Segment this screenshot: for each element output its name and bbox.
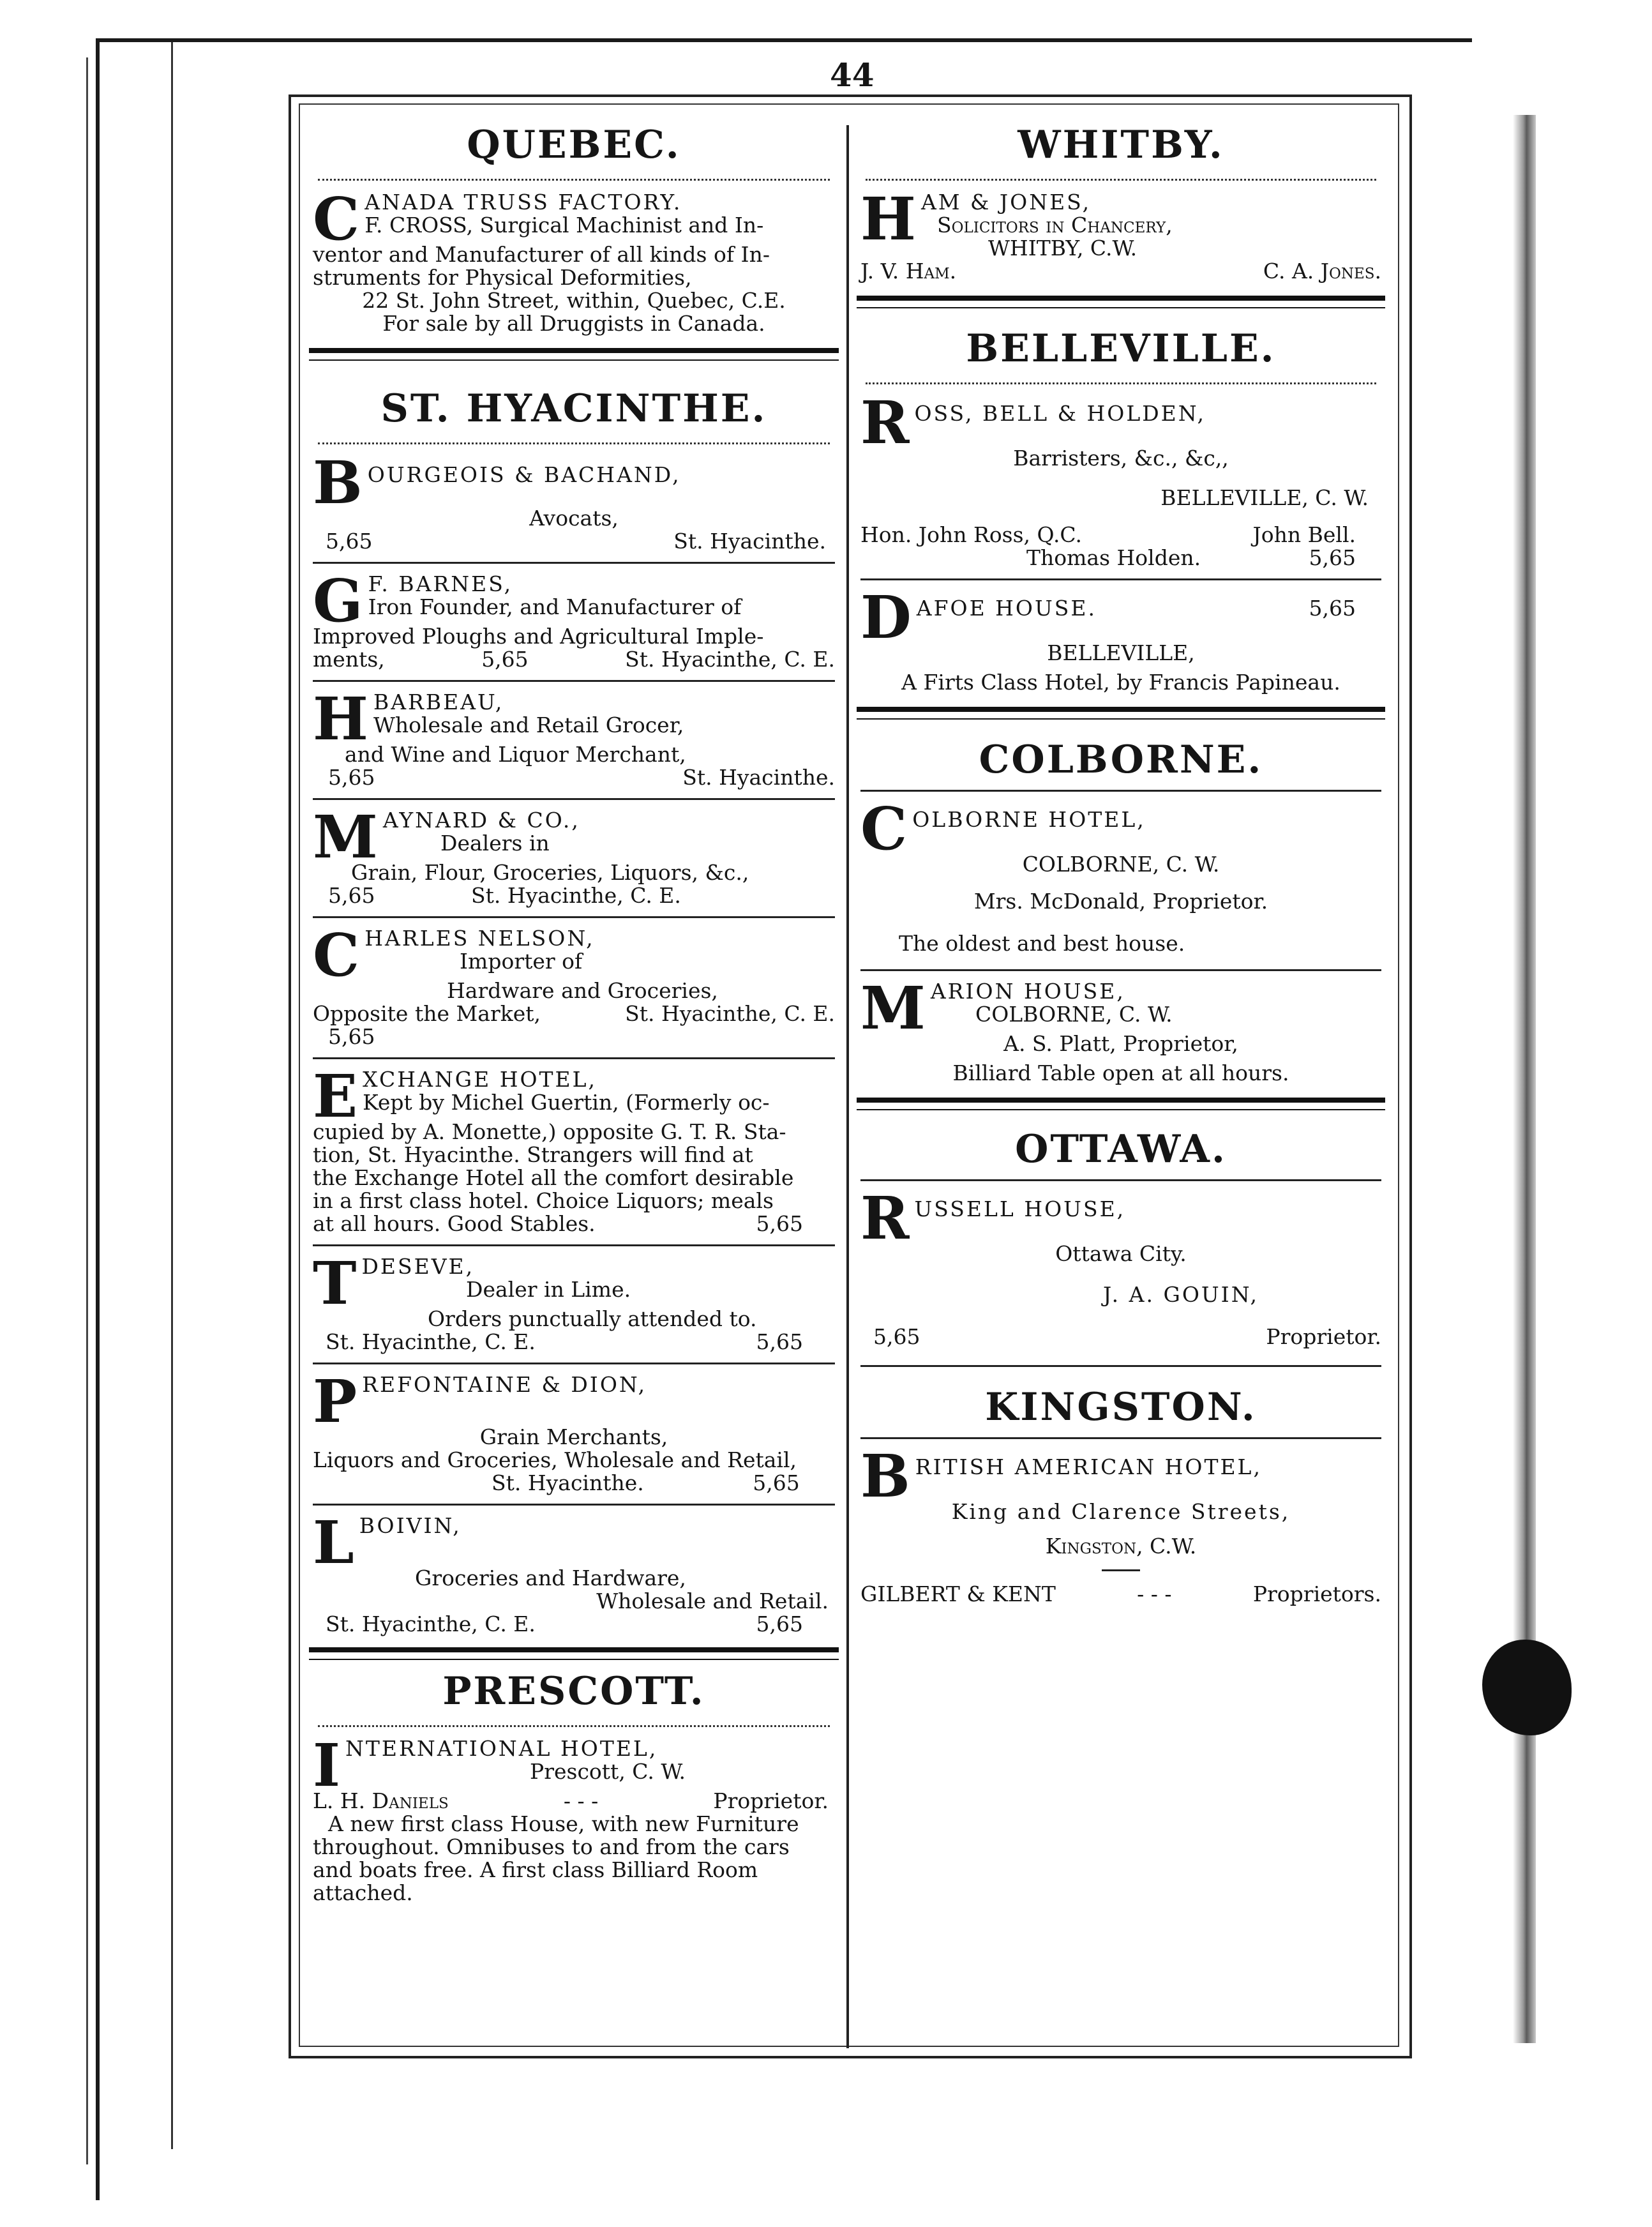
ad-line: Dealers in — [440, 831, 550, 856]
ad-line: Groceries and Hardware, — [415, 1566, 686, 1590]
wavy-rule — [318, 1720, 830, 1727]
ad-bourgeois — [305, 448, 843, 554]
ad-line: Solicitors in Chancery, — [937, 213, 1173, 238]
drop-cap: E — [313, 1062, 358, 1131]
drop-cap: D — [860, 583, 912, 652]
entry-rule — [313, 1057, 835, 1059]
entry-rule — [860, 1365, 1381, 1367]
ad-line: Kingston, C.W. — [1045, 1534, 1197, 1559]
ad-line: tion, St. Hyacinthe. Strangers will find at — [313, 1142, 753, 1167]
entry-rule — [313, 798, 835, 800]
ad-line: F. CROSS, Surgical Machinist and In- — [364, 213, 764, 238]
ad-line: For sale by all Druggists in Canada. — [382, 311, 765, 336]
ad-line: cupied by A. Monette,) opposite G. T. R. Sta- — [313, 1119, 786, 1144]
ad-name: BOIVIN, — [359, 1513, 462, 1538]
drop-cap: L — [313, 1508, 354, 1577]
entry-rule — [313, 680, 835, 682]
ad-name: ANADA TRUSS FACTORY. — [364, 190, 682, 215]
heading-kingston: KINGSTON. — [985, 1385, 1257, 1430]
ad-line: ventor and Manufacturer of all kinds of In- — [313, 242, 770, 267]
ad-name: BARBEAU, — [373, 690, 504, 714]
ad-line: WHITBY, C.W. — [988, 236, 1138, 260]
ad-code: 5,65 — [873, 1324, 920, 1349]
ad-russell — [853, 1184, 1389, 1350]
ad-line: A Firts Class Hotel, by Francis Papineau. — [901, 670, 1340, 695]
wavy-rule — [866, 174, 1376, 181]
entry-rule — [860, 1437, 1381, 1439]
left-column — [305, 115, 843, 1906]
drop-cap: T — [313, 1249, 357, 1318]
ad-barnes — [305, 566, 843, 672]
ad-line: J. A. GOUIN, — [1103, 1282, 1259, 1307]
ad-dashes: - - - — [1137, 1582, 1172, 1606]
heading-prescott: PRESCOTT. — [442, 1669, 705, 1714]
ad-prefontaine — [305, 1367, 843, 1496]
ad-role: Proprietor. — [1266, 1324, 1381, 1349]
entry-rule — [860, 578, 1381, 580]
drop-cap: P — [313, 1367, 357, 1436]
ad-name: NTERNATIONAL HOTEL, — [345, 1736, 658, 1761]
ad-barbeau — [305, 684, 843, 790]
ad-partner: Thomas Holden. — [1026, 545, 1201, 570]
ad-line: the Exchange Hotel all the comfort desirable — [313, 1165, 794, 1190]
heading-colborne: COLBORNE. — [979, 737, 1263, 782]
ad-line: Billiard Table open at all hours. — [952, 1061, 1289, 1085]
ad-code: 5,65 — [326, 529, 373, 554]
drop-cap: C — [860, 794, 908, 863]
ad-line: A new first class House, with new Furniture — [328, 1811, 799, 1836]
entry-rule — [860, 1179, 1381, 1181]
section-rule — [309, 1647, 839, 1660]
ad-ross-bell — [853, 388, 1389, 571]
ad-owner: GILBERT & KENT — [860, 1582, 1056, 1606]
ad-place: St. Hyacinthe, C. E. — [326, 1329, 536, 1354]
wavy-rule — [318, 437, 830, 444]
ad-dashes: - - - — [563, 1788, 599, 1813]
ad-line: COLBORNE, C. W. — [975, 1002, 1173, 1027]
ad-code: 5,65 — [756, 1329, 803, 1354]
drop-cap: B — [860, 1442, 910, 1511]
ad-line: Orders punctually attended to. — [428, 1306, 757, 1331]
ad-british-american — [853, 1442, 1389, 1607]
ad-name: AM & JONES, — [920, 190, 1092, 215]
entry-rule — [860, 790, 1381, 792]
column-divider — [846, 125, 849, 2048]
ad-name: F. BARNES, — [368, 571, 513, 596]
drop-cap: C — [313, 185, 360, 253]
heading-ottawa: OTTAWA. — [1015, 1127, 1227, 1172]
ad-name: OSS, BELL & HOLDEN, — [914, 401, 1206, 426]
ad-canada-truss — [305, 185, 843, 336]
ad-colborne-hotel — [853, 794, 1389, 956]
ad-name: USSELL HOUSE, — [914, 1197, 1126, 1221]
ad-code: 5,65 — [1309, 545, 1356, 570]
ad-dafoe — [853, 583, 1389, 695]
ad-line: Ottawa City. — [1055, 1241, 1187, 1266]
ad-line: Liquors and Groceries, Wholesale and Retail, — [313, 1447, 797, 1472]
ad-line: King and Clarence Streets, — [951, 1499, 1291, 1524]
drop-cap: H — [313, 684, 368, 753]
short-rule — [1102, 1569, 1140, 1571]
ad-line: at all hours. Good Stables. — [313, 1211, 596, 1236]
entry-rule — [860, 969, 1381, 971]
ad-owner: L. H. Daniels — [313, 1788, 449, 1813]
ad-line: and boats free. A first class Billiard Room — [313, 1857, 758, 1882]
ad-name: AYNARD & CO., — [382, 808, 580, 833]
entry-rule — [313, 916, 835, 918]
ad-place: St. Hyacinthe, C. E. — [326, 1612, 536, 1636]
ad-name: AFOE HOUSE. — [916, 596, 1097, 621]
ad-line: Improved Ploughs and Agricultural Imple- — [313, 624, 764, 649]
ad-role: Proprietor. — [713, 1788, 829, 1813]
ad-line: The oldest and best house. — [899, 931, 1185, 956]
ad-name: HARLES NELSON, — [364, 926, 595, 951]
ad-line: Mrs. McDonald, Proprietor. — [973, 889, 1268, 914]
ad-line: and Wine and Liquor Merchant, — [345, 742, 686, 767]
drop-cap: H — [860, 185, 916, 253]
drop-cap: R — [860, 1184, 910, 1253]
section-rule — [857, 707, 1385, 720]
ad-partner: C. A. Jones. — [1263, 259, 1381, 283]
right-column — [853, 115, 1389, 1607]
ad-ham-jones — [853, 185, 1389, 284]
ad-place: St. Hyacinthe. — [492, 1470, 644, 1495]
drop-cap: G — [313, 566, 363, 635]
ad-line: A. S. Platt, Proprietor, — [1003, 1031, 1238, 1056]
ad-name: ARION HOUSE, — [930, 979, 1125, 1004]
ad-line: Hardware and Groceries, — [447, 978, 718, 1003]
ad-line: throughout. Omnibuses to and from the cars — [313, 1834, 790, 1859]
wavy-rule — [318, 174, 830, 181]
ad-line: Grain, Flour, Groceries, Liquors, &c., — [351, 860, 749, 885]
wavy-rule — [866, 377, 1376, 384]
ad-line: COLBORNE, C. W. — [1022, 852, 1220, 877]
ad-line: ments, — [313, 647, 385, 672]
ad-name: OURGEOIS & BACHAND, — [367, 462, 681, 487]
ad-boivin — [305, 1508, 843, 1637]
entry-rule — [313, 1244, 835, 1246]
ad-code: 5,65 — [328, 1024, 375, 1049]
heading-belleville: BELLEVILLE. — [966, 326, 1276, 371]
ad-international — [305, 1731, 843, 1906]
ad-line: Kept by Michel Guertin, (Formerly oc- — [363, 1090, 770, 1115]
ad-name: RITISH AMERICAN HOTEL, — [915, 1454, 1262, 1479]
ad-line: 22 St. John Street, within, Quebec, C.E. — [362, 288, 786, 313]
entry-rule — [313, 1504, 835, 1506]
ad-line: Barristers, &c., &c,, — [1013, 446, 1229, 471]
ad-code: 5,65 — [1309, 596, 1356, 621]
ad-line: Iron Founder, and Manufacturer of — [368, 594, 742, 619]
ad-code: 5,65 — [328, 883, 375, 908]
drop-cap: C — [313, 921, 360, 990]
ad-line: Grain Merchants, — [479, 1424, 668, 1449]
ad-maynard — [305, 803, 843, 909]
ad-line: attached. — [313, 1880, 413, 1905]
ad-line: Opposite the Market, — [313, 1001, 541, 1026]
ad-code: 5,65 — [481, 647, 529, 672]
ad-line: Wholesale and Retail Grocer, — [373, 713, 684, 737]
ad-line: in a first class hotel. Choice Liquors; meals — [313, 1188, 774, 1213]
entry-rule — [313, 1363, 835, 1364]
ad-name: DESEVE, — [361, 1254, 475, 1279]
ad-deseve — [305, 1249, 843, 1355]
ad-line: struments for Physical Deformities, — [313, 265, 692, 290]
ad-partner: John Bell. — [1252, 522, 1356, 547]
ad-code: 5,65 — [753, 1470, 800, 1495]
ad-role: Proprietors. — [1252, 1582, 1381, 1606]
heading-quebec: QUEBEC. — [467, 123, 681, 167]
ad-name: XCHANGE HOTEL, — [363, 1067, 597, 1092]
section-rule — [309, 348, 839, 361]
drop-cap: I — [313, 1731, 341, 1800]
section-rule — [857, 1098, 1385, 1110]
ad-line: Wholesale and Retail. — [596, 1589, 829, 1613]
ad-partner: Hon. John Ross, Q.C. — [860, 522, 1082, 547]
drop-cap: B — [313, 448, 363, 517]
ad-marion — [853, 974, 1389, 1086]
ad-line: Avocats, — [529, 506, 619, 531]
ad-line: Importer of — [460, 949, 583, 974]
ad-partner: J. V. Ham. — [860, 259, 957, 283]
ad-place: St. Hyacinthe, C. E. — [470, 883, 681, 908]
ad-nelson — [305, 921, 843, 1050]
drop-cap: M — [313, 803, 378, 872]
heading-whitby: WHITBY. — [1017, 123, 1224, 167]
drop-cap: M — [860, 974, 926, 1043]
ad-code: 5,65 — [328, 765, 375, 790]
ad-line: BELLEVILLE, — [1047, 640, 1195, 665]
ad-code: 5,65 — [756, 1612, 803, 1636]
entry-rule — [313, 562, 835, 564]
heading-st-hyacinthe: ST. HYACINTHE. — [380, 386, 767, 431]
ad-place: St. Hyacinthe. — [673, 529, 826, 554]
ad-exchange — [305, 1062, 843, 1237]
ad-place: St. Hyacinthe, C. E. — [625, 647, 835, 672]
ad-code: 5,65 — [756, 1211, 803, 1236]
ad-line: BELLEVILLE, C. W. — [1160, 485, 1369, 510]
ad-line: Prescott, C. W. — [530, 1759, 686, 1784]
ad-name: OLBORNE HOTEL, — [912, 807, 1146, 832]
ad-place: St. Hyacinthe. — [682, 765, 835, 790]
drop-cap: R — [860, 388, 910, 457]
ad-place: St. Hyacinthe, C. E. — [625, 1001, 835, 1026]
page-number: 44 — [830, 56, 875, 94]
section-rule — [857, 296, 1385, 308]
ad-name: REFONTAINE & DION, — [362, 1372, 647, 1397]
binding-edge — [1513, 115, 1536, 2043]
ad-line: Dealer in Lime. — [466, 1277, 631, 1302]
